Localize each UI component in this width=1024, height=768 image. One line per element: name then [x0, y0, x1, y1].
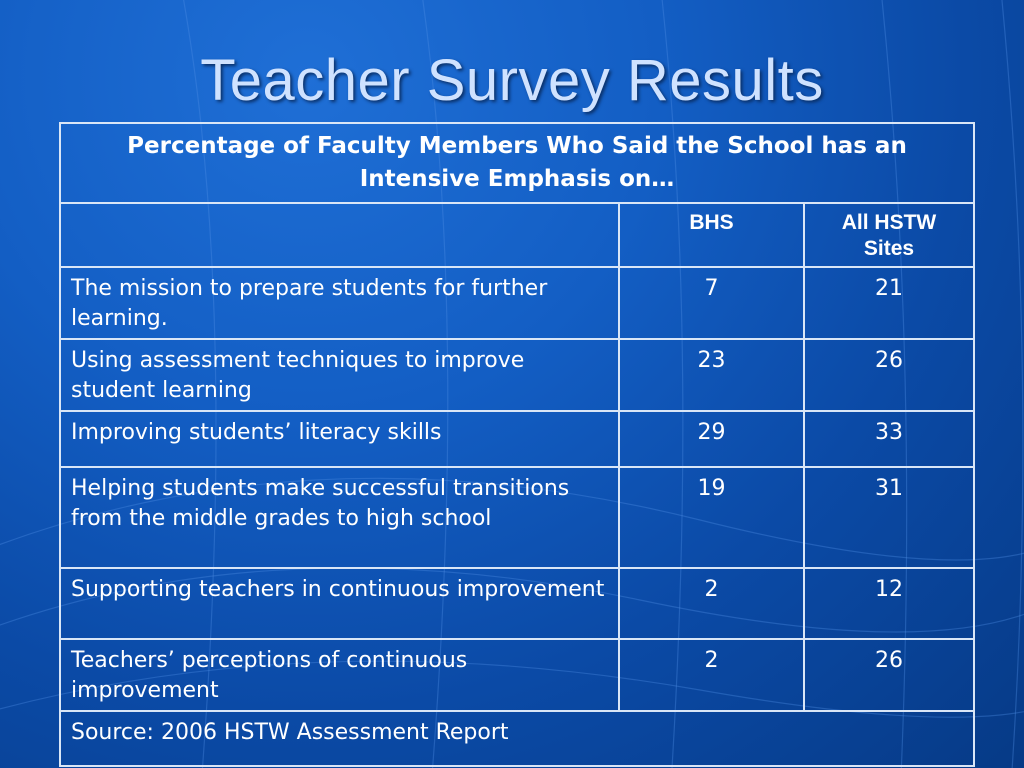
- table-row: [60, 568, 974, 639]
- row-label: Supporting teachers in continuous improvement: [60, 568, 619, 639]
- table-header: Percentage of Faculty Members Who Said the School has an Intensive Emphasis on…: [60, 123, 974, 203]
- row-bhs-value: 2: [619, 568, 804, 639]
- table-header-row: [60, 123, 974, 203]
- row-label: Improving students’ literacy skills: [60, 411, 619, 467]
- row-label: Helping students make successful transitions from the middle grades to high school: [60, 467, 619, 568]
- row-bhs-value: 7: [619, 267, 804, 339]
- row-all-sites-value: 31: [804, 467, 974, 568]
- survey-results-table: [59, 122, 975, 767]
- row-all-sites-value: 33: [804, 411, 974, 467]
- row-all-sites-value: 26: [804, 639, 974, 711]
- table-row: [60, 639, 974, 711]
- row-all-sites-value: 26: [804, 339, 974, 411]
- row-label: Using assessment techniques to improve student learning: [60, 339, 619, 411]
- table-row: [60, 267, 974, 339]
- row-all-sites-value: 21: [804, 267, 974, 339]
- row-bhs-value: 29: [619, 411, 804, 467]
- row-label: Teachers’ perceptions of continuous improvement: [60, 639, 619, 711]
- table-row: [60, 411, 974, 467]
- column-header-empty: [60, 203, 619, 267]
- column-header-all-sites: All HSTW Sites: [804, 203, 974, 267]
- row-bhs-value: 2: [619, 639, 804, 711]
- column-header-bhs: BHS: [619, 203, 804, 267]
- page-title: Teacher Survey Results: [200, 48, 824, 113]
- table-row: [60, 339, 974, 411]
- row-bhs-value: 19: [619, 467, 804, 568]
- row-all-sites-value: 12: [804, 568, 974, 639]
- row-label: The mission to prepare students for further learning.: [60, 267, 619, 339]
- table-row: [60, 467, 974, 568]
- column-header-row: [60, 203, 974, 267]
- source-row: [60, 711, 974, 766]
- source-note: Source: 2006 HSTW Assessment Report: [60, 711, 974, 766]
- row-bhs-value: 23: [619, 339, 804, 411]
